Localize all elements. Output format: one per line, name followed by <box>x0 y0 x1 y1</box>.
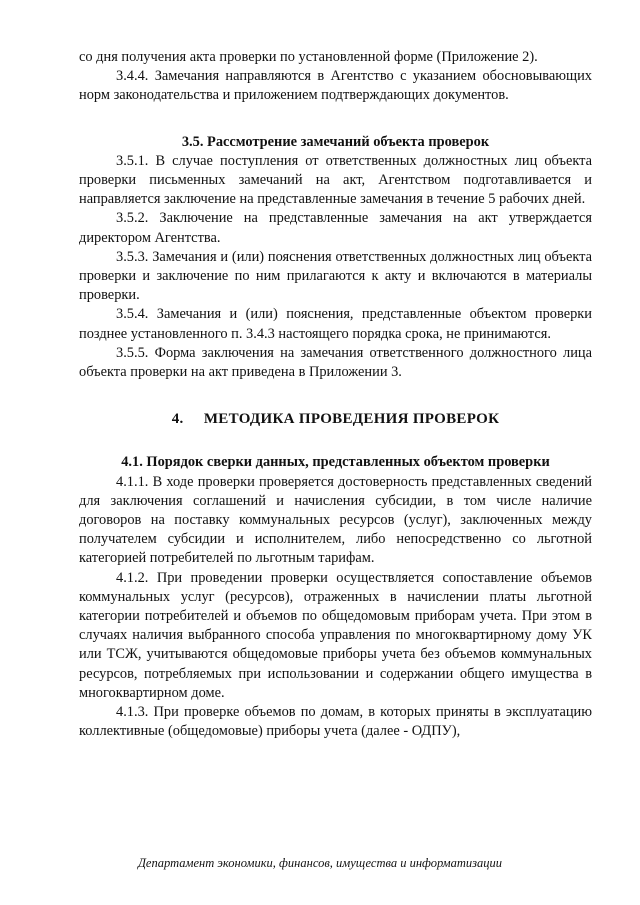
section-heading-3-5: 3.5. Рассмотрение замечаний объекта проверок <box>181 133 490 150</box>
paragraph-continuation: со дня получения акта проверки по установленной форме (Приложение 2). <box>79 49 538 65</box>
paragraph-3-5-4: 3.5.4. Замечания и (или) пояснения, представленные объектом проверки позднее установленного п. 3.4.3 настоящего порядка срока, не принимаются. <box>79 306 592 342</box>
paragraph-3-5-2: 3.5.2. Заключение на представленные замечания на акт утверждается директором Агентства. <box>79 210 592 246</box>
section-heading-4-1: 4.1. Порядок сверки данных, представленных объектом проверки <box>121 454 550 471</box>
paragraph-3-5-3: 3.5.3. Замечания и (или) пояснения ответственных должностных лиц объекта проверки и заключение по ним прилагаются к акту и включаются в материалы проверки. <box>79 248 592 304</box>
paragraph-4-1-2: 4.1.2. При проведении проверки осуществляется сопоставление объемов коммунальных услуг (ресурсов), отраженных в начислении платы льготной категории потребителей и объемов по общедомовым приборам учета. При этом в случаях наличия выбранного способа управления по многоквартирному дому УК или ТСЖ, учитываются общедомовые приборы учета без объемов коммунальных ресурсов, потребляемых при использовании и содержании общего имущества в многоквартирном доме. <box>79 569 592 701</box>
document-page <box>79 48 592 742</box>
paragraph-4-1-3: 4.1.3. При проверке объемов по домам, в которых приняты в эксплуатацию коллективные (общедомовые) приборы учета (далее - ОДПУ), <box>79 704 592 740</box>
paragraph-3-5-5: 3.5.5. Форма заключения на замечания ответственного должностного лица объекта проверки на акт приведена в Приложении 3. <box>79 344 592 381</box>
paragraph-3-5-1: 3.5.1. В случае поступления от ответственных должностных лиц объекта проверки письменных замечаний на акт, Агентством подготавливается и направляется заключение на представленные замечания в течение 5 рабочих дней. <box>79 152 592 208</box>
paragraph-4-1-1: 4.1.1. В ходе проверки проверяется достоверность представленных сведений для заключения соглашений и начисления субсидии, в том числе наличие договоров на поставку коммунальных ресурсов (услуг), заключенных между получателем субсидии и исполнителем, либо непосредственно со льготной категорией потребителей по льготным тарифам. <box>79 473 592 567</box>
paragraph-3-4-4: 3.4.4. Замечания направляются в Агентство с указанием обосновывающих норм законодательства и приложением подтверждающих документов. <box>79 68 592 104</box>
page-footer: Департамент экономики, финансов, имущества и информатизации <box>137 856 502 870</box>
section-heading-4: 4. МЕТОДИКА ПРОВЕДЕНИЯ ПРОВЕРОК <box>171 411 500 428</box>
